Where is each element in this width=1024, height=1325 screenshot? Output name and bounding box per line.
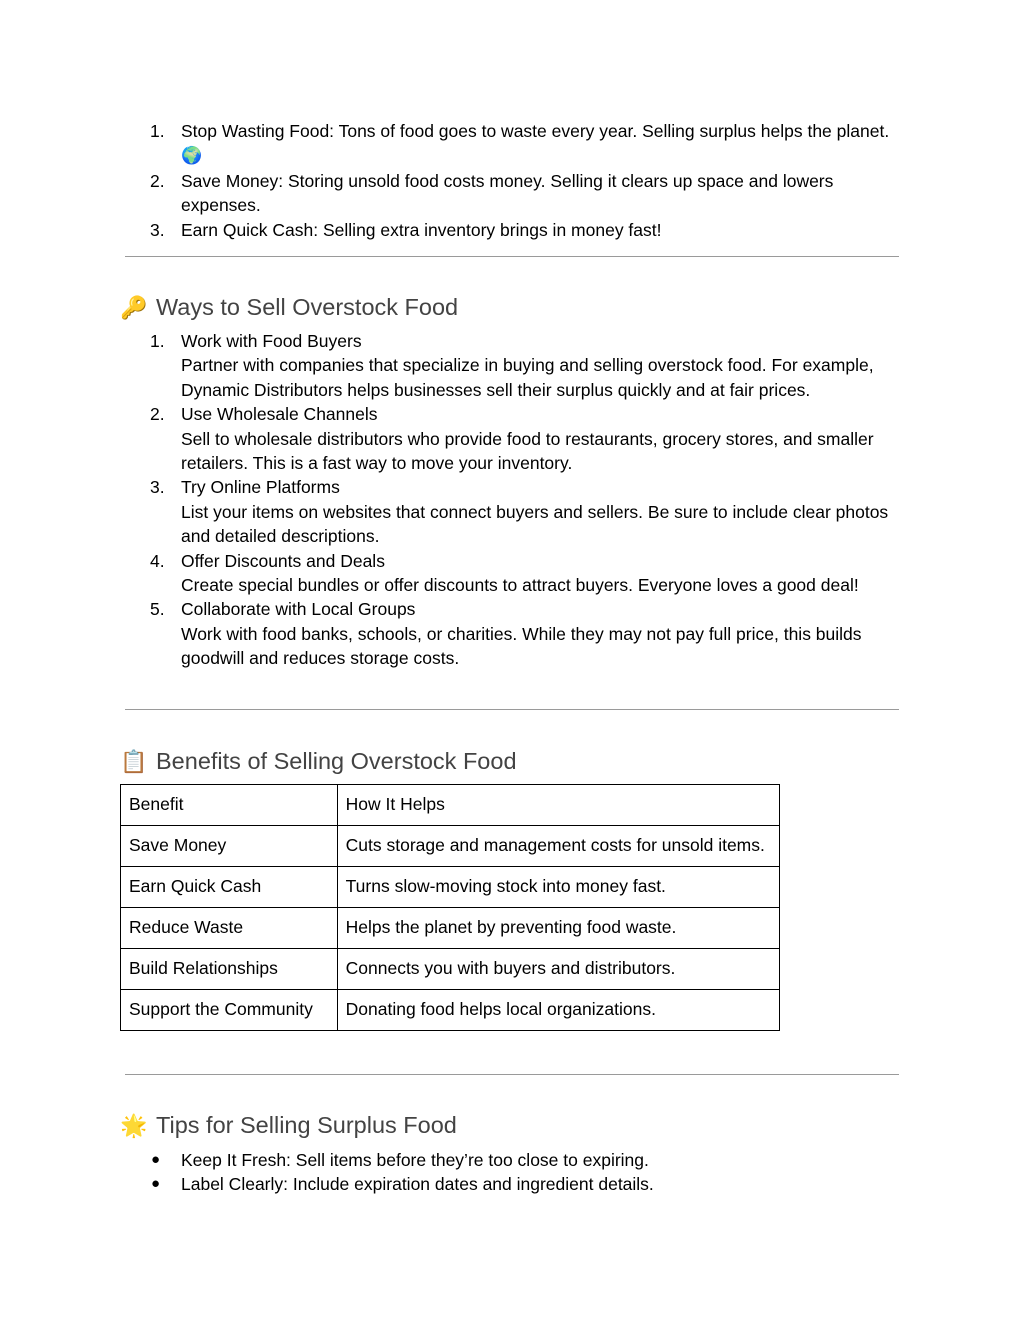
list-item-text: Keep It Fresh: Sell items before they’re too close to expiring. bbox=[181, 1150, 649, 1170]
list-item bbox=[125, 597, 900, 670]
list-item bbox=[125, 1172, 900, 1196]
list-number: 3. bbox=[150, 477, 165, 498]
table-cell: Earn Quick Cash bbox=[121, 867, 338, 908]
list-number: 2. bbox=[150, 404, 165, 425]
horizontal-divider bbox=[125, 709, 899, 710]
table-cell: Turns slow-moving stock into money fast. bbox=[337, 867, 779, 908]
horizontal-divider bbox=[125, 1074, 899, 1075]
section-heading-tips bbox=[120, 1110, 457, 1142]
list-item bbox=[125, 549, 900, 598]
list-item bbox=[125, 119, 900, 169]
list-item bbox=[125, 169, 900, 218]
table-cell: Helps the planet by preventing food waste. bbox=[337, 908, 779, 949]
benefits-table bbox=[120, 784, 780, 1031]
table-cell: Reduce Waste bbox=[121, 908, 338, 949]
list-item-description: List your items on websites that connect buyers and sellers. Be sure to include clear photos and detailed descriptions. bbox=[181, 501, 889, 547]
list-number: 1. bbox=[150, 331, 165, 351]
list-number: 4. bbox=[150, 550, 165, 571]
list-item-description: Work with food banks, schools, or charities. While they may not pay full price, this builds goodwill and reduces storage costs. bbox=[181, 623, 862, 669]
list-item bbox=[125, 1148, 900, 1172]
key-icon: 🔑 bbox=[120, 296, 148, 321]
list-number: 5. bbox=[150, 599, 165, 620]
horizontal-divider bbox=[125, 256, 899, 257]
list-item-description: Partner with companies that specialize in buying and selling overstock food. For example, Dynamic Distributors helps businesses sell their surplus quickly and at fair prices. bbox=[181, 355, 874, 400]
table-cell: Save Money bbox=[121, 826, 338, 867]
list-item-text: Earn Quick Cash: Selling extra inventory brings in money fast! bbox=[181, 219, 662, 240]
list-item-text: Label Clearly: Include expiration dates and ingredient details. bbox=[181, 1174, 654, 1195]
list-item-title: Try Online Platforms bbox=[181, 477, 340, 498]
ways-list bbox=[125, 329, 900, 671]
heading-text: Benefits of Selling Overstock Food bbox=[156, 748, 517, 774]
table-header-row bbox=[121, 785, 780, 826]
heading-text: Ways to Sell Overstock Food bbox=[156, 294, 459, 320]
table-cell: Cuts storage and management costs for unsold items. bbox=[337, 826, 779, 867]
section-heading-ways bbox=[120, 292, 458, 324]
globe-icon: 🌍 bbox=[181, 146, 203, 167]
table-header-cell: Benefit bbox=[121, 785, 338, 826]
intro-list bbox=[125, 119, 900, 242]
list-item-text: Stop Wasting Food: Tons of food goes to waste every year. Selling surplus helps the planet. bbox=[181, 121, 890, 141]
list-number: 3. bbox=[150, 219, 165, 240]
table-cell: Donating food helps local organizations. bbox=[337, 990, 779, 1031]
list-item-title: Collaborate with Local Groups bbox=[181, 599, 416, 620]
list-item bbox=[125, 402, 900, 475]
list-item-description: Create special bundles or offer discounts to attract buyers. Everyone loves a good deal! bbox=[181, 575, 859, 596]
list-item bbox=[125, 218, 900, 242]
table-cell: Support the Community bbox=[121, 990, 338, 1031]
list-item bbox=[125, 329, 900, 402]
bullet-icon: ● bbox=[151, 1151, 161, 1168]
list-number: 1. bbox=[150, 121, 165, 141]
table-cell: Connects you with buyers and distributors. bbox=[337, 949, 779, 990]
list-number: 2. bbox=[150, 170, 165, 191]
list-item-text: Save Money: Storing unsold food costs money. Selling it clears up space and lowers expenses. bbox=[181, 170, 834, 216]
bullet-icon: ● bbox=[151, 1175, 161, 1193]
section-heading-benefits bbox=[120, 746, 517, 778]
list-item bbox=[125, 475, 900, 548]
table-row bbox=[121, 867, 780, 908]
list-item-title: Work with Food Buyers bbox=[181, 331, 362, 351]
clipboard-icon: 📋 bbox=[120, 750, 148, 775]
table-header-cell: How It Helps bbox=[337, 785, 779, 826]
table-cell: Build Relationships bbox=[121, 949, 338, 990]
table-row bbox=[121, 908, 780, 949]
tips-list bbox=[125, 1148, 900, 1197]
heading-text: Tips for Selling Surplus Food bbox=[156, 1112, 457, 1138]
table-row bbox=[121, 826, 780, 867]
list-item-title: Use Wholesale Channels bbox=[181, 404, 378, 425]
list-item-description: Sell to wholesale distributors who provide food to restaurants, grocery stores, and smaller retailers. This is a fast way to move your inventory. bbox=[181, 428, 874, 474]
list-item-title: Offer Discounts and Deals bbox=[181, 550, 385, 571]
table-row bbox=[121, 949, 780, 990]
star-icon: 🌟 bbox=[120, 1114, 148, 1139]
table-row bbox=[121, 990, 780, 1031]
